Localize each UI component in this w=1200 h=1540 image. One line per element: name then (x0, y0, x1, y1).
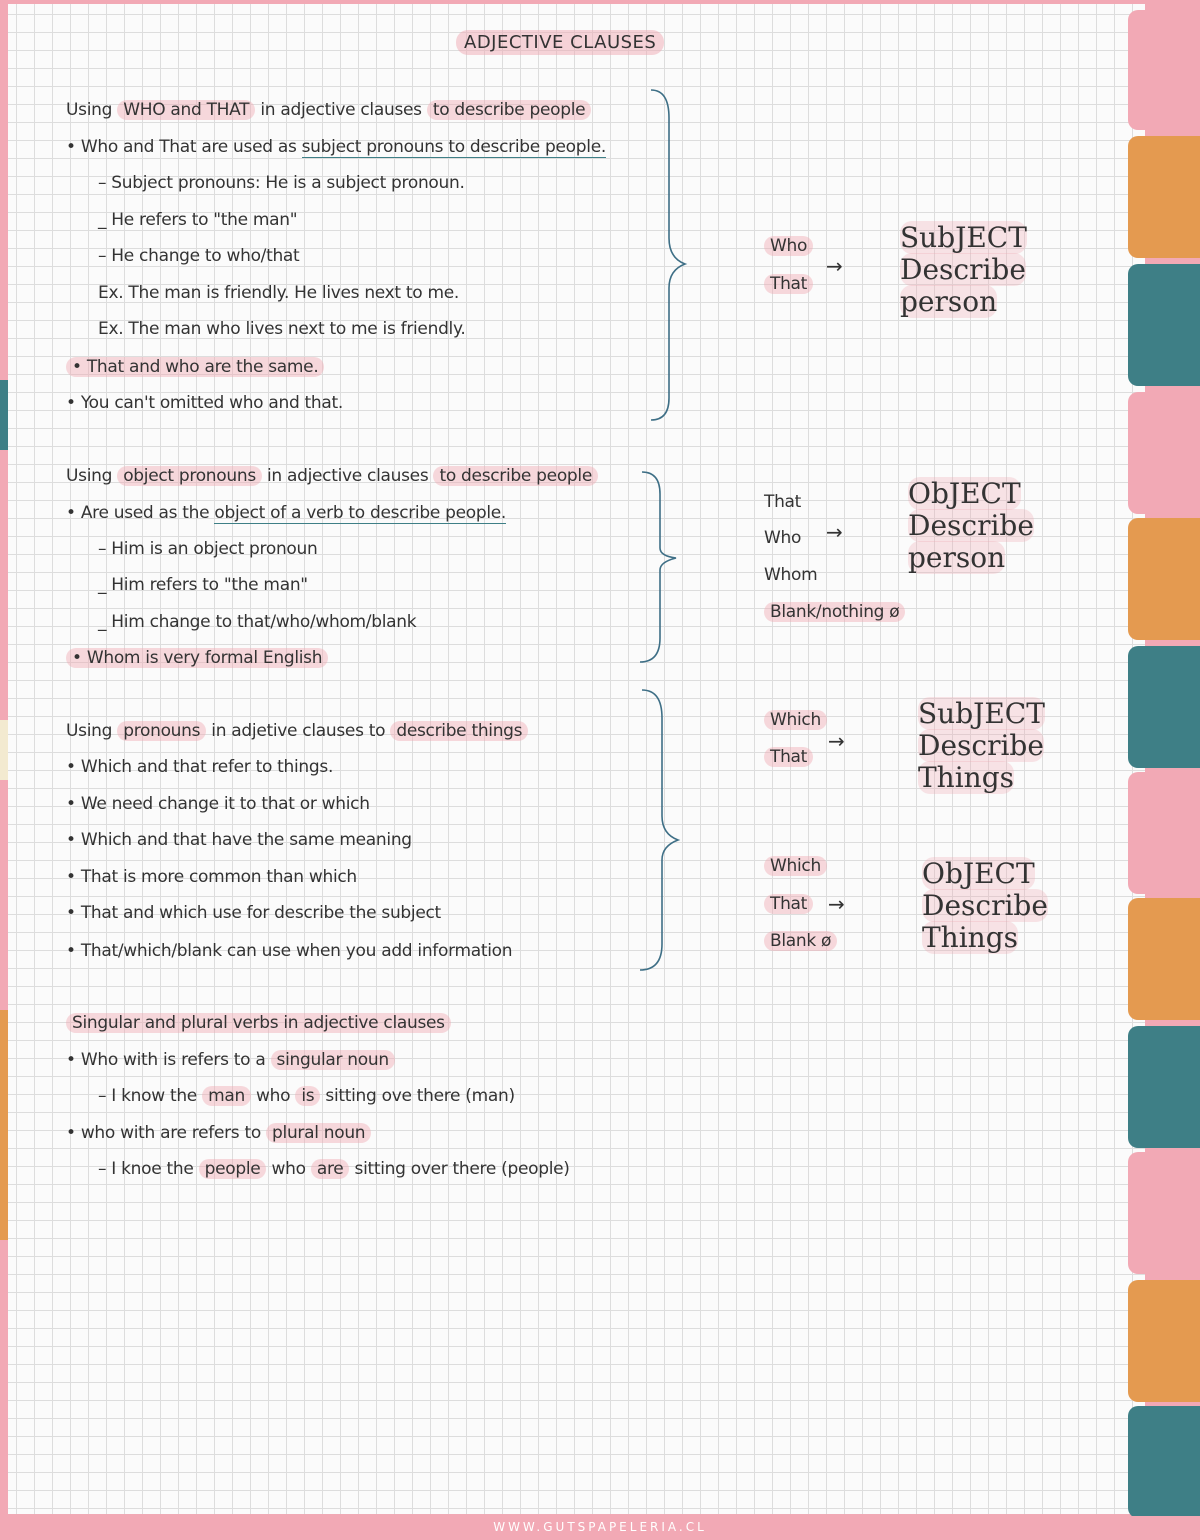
section1-line7: • That and who are the same. (66, 357, 324, 377)
section1-line6: Ex. The man who lives next to me is friendly. (98, 319, 466, 339)
section3-line1: • Which and that refer to things. (66, 757, 334, 777)
section1-word-who: Who (764, 236, 813, 256)
section3-b-word-blank: Blank ø (764, 931, 837, 951)
section1-arrow-icon: → (826, 254, 843, 278)
section3-heading: Using pronouns in adjetive clauses to describe things (66, 721, 528, 741)
footer-url[interactable]: WWW.GUTSPAPELERIA.CL (493, 1520, 707, 1534)
tab-teal-1[interactable] (1128, 264, 1200, 386)
section1-line3: _ He refers to "the man" (98, 210, 298, 230)
section3-b-arrow-icon: → (828, 892, 845, 916)
section1-line1: • Who and That are used as subject pronouns to describe people. (66, 137, 606, 157)
tab-orange-1[interactable] (1128, 136, 1200, 258)
section3-b-word-that: That (764, 894, 813, 914)
section3-a-arrow-icon: → (828, 729, 845, 753)
section4-line4: – I knoe the people who are sitting over there (people) (98, 1159, 570, 1179)
tab-teal-2[interactable] (1128, 646, 1200, 768)
section2-word-who: Who (764, 528, 802, 548)
tab-teal-3[interactable] (1128, 1026, 1200, 1148)
section2-word-whom: Whom (764, 565, 818, 585)
section2-result: ObJECT Describe person (908, 477, 1034, 574)
section3-b-word-which: Which (764, 856, 827, 876)
tab-pink-1[interactable] (1128, 10, 1200, 130)
section2-line3: _ Him refers to "the man" (98, 575, 308, 595)
section2-brace (636, 470, 686, 666)
section3-line4: • That is more common than which (66, 867, 357, 887)
section2-word-blank: Blank/nothing ø (764, 602, 905, 622)
section1-word-that: That (764, 274, 813, 294)
section3-line3: • Which and that have the same meaning (66, 830, 412, 850)
section3-a-result: SubJECT Describe Things (918, 697, 1045, 794)
section1-line4: – He change to who/that (98, 246, 300, 266)
tab-orange-3[interactable] (1128, 898, 1200, 1020)
tab-orange-2[interactable] (1128, 518, 1200, 640)
tab-teal-4[interactable] (1128, 1406, 1200, 1518)
tab-pink-2[interactable] (1128, 392, 1200, 514)
section4-line2: – I know the man who is sitting ove there (man) (98, 1086, 515, 1106)
section4-line3: • who with are refers to plural noun (66, 1123, 371, 1143)
section1-brace (645, 88, 695, 424)
section1-result: SubJECT Describe person (900, 221, 1027, 318)
section4-heading: Singular and plural verbs in adjective clauses (66, 1013, 451, 1033)
tab-orange-4[interactable] (1128, 1280, 1200, 1402)
section3-line5: • That and which use for describe the subject (66, 903, 441, 923)
section3-a-word-which: Which (764, 710, 827, 730)
section2-line2: – Him is an object pronoun (98, 539, 318, 559)
section3-brace (638, 688, 688, 974)
section3-line6: • That/which/blank can use when you add information (66, 941, 513, 961)
tab-pink-4[interactable] (1128, 1152, 1200, 1274)
section2-line4: _ Him change to that/who/whom/blank (98, 612, 417, 632)
section1-line2: – Subject pronouns: He is a subject pronoun. (98, 173, 465, 193)
section2-word-that: That (764, 492, 802, 512)
section4-line1: • Who with is refers to a singular noun (66, 1050, 395, 1070)
section3-a-word-that: That (764, 747, 813, 767)
section1-line8: • You can't omitted who and that. (66, 393, 343, 413)
footer-bar (0, 1516, 1200, 1540)
section1-heading: Using WHO and THAT in adjective clauses to describe people (66, 100, 591, 120)
section3-line2: • We need change it to that or which (66, 794, 370, 814)
section2-heading: Using object pronouns in adjective clauses to describe people (66, 466, 598, 486)
section1-line5: Ex. The man is friendly. He lives next to me. (98, 283, 459, 303)
section3-b-result: ObJECT Describe Things (922, 857, 1048, 954)
section2-arrow-icon: → (826, 520, 843, 544)
page-title: ADJECTIVE CLAUSES (456, 30, 664, 55)
tab-pink-3[interactable] (1128, 772, 1200, 894)
section2-line1: • Are used as the object of a verb to describe people. (66, 503, 507, 523)
section2-line5: • Whom is very formal English (66, 648, 328, 668)
